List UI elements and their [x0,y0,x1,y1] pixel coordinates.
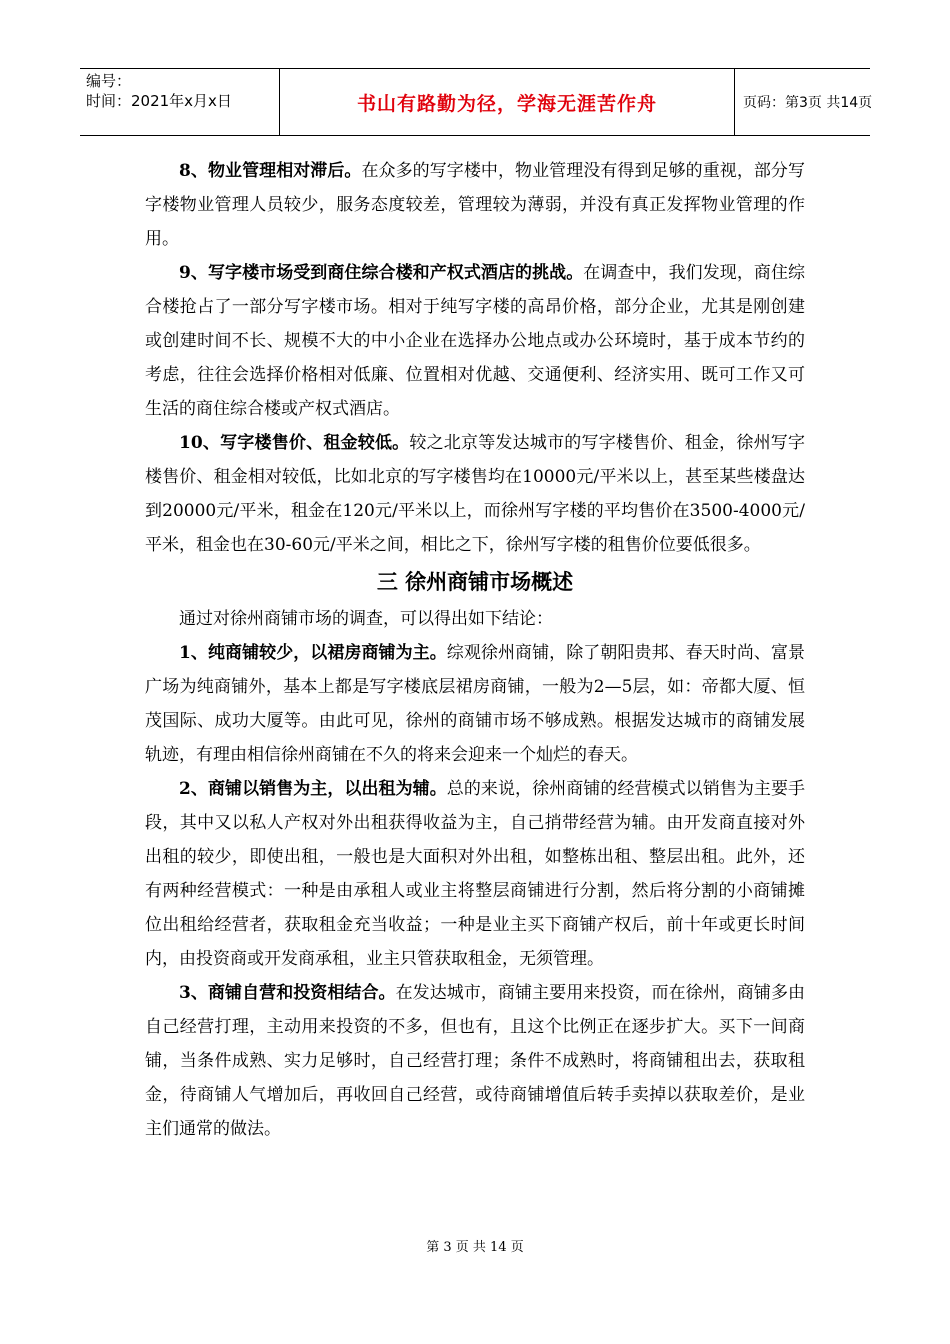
paragraph-lead: 1、纯商铺较少，以裙房商铺为主。 [179,643,447,663]
section-paragraph-3 [145,976,805,1146]
paragraph-lead: 9、写字楼市场受到商住综合楼和产权式酒店的挑战。 [179,263,584,283]
document-number: 编号： [86,72,132,90]
paragraph-lead: 3、商铺自营和投资相结合。 [179,983,396,1003]
section-intro: 通过对徐州商铺市场的调查，可以得出如下结论： [179,609,553,629]
section-title: 三 徐州商铺市场概述 [376,570,574,594]
paragraph-9 [145,256,805,426]
header-motto: 书山有路勤为径，学海无涯苦作舟 [280,69,735,135]
paragraph-text: 在调查中，我们发现，商住综合楼抢占了一部分写字楼市场。相对于纯写字楼的高昂价格，部分企业，尤其是刚创建或创建时间不长、规模不大的中小企业在选择办公地点或办公环境时，基于成本节约的考虑，往往会选择价格相对低廉、位置相对优越、交通便利、经济实用、既可工作又可生活的商住综合楼或产权式酒店。 [145,263,806,419]
paragraph-8 [145,154,805,256]
paragraph-text: 在众多的写字楼中，物业管理没有得到足够的重视，部分写字楼物业管理人员较少，服务态度较差，管理较为薄弱，并没有真正发挥物业管理的作用。 [145,161,805,249]
section-paragraph-1 [145,636,805,772]
paragraph-lead: 8、物业管理相对滞后。 [179,161,362,181]
paragraph-lead: 2、商铺以销售为主，以出租为辅。 [179,779,447,799]
paragraph-text: 总的来说，徐州商铺的经营模式以销售为主要手段，其中又以私人产权对外出租获得收益为主，自己捎带经营为辅。由开发商直接对外出租的较少，即使出租，一般也是大面积对外出租，如整栋出租、整层出租。此外，还有两种经营模式：一种是由承租人或业主将整层商铺进行分割，然后将分割的小商铺摊位出租给经营者，获取租金充当收益；一种是业主买下商铺产权后，前十年或更长时间内，由投资商或开发商承租，业主只管获取租金，无须管理。 [145,779,806,969]
paragraph-lead: 10、写字楼售价、租金较低。 [179,433,410,453]
paragraph-text: 较之北京等发达城市的写字楼售价、租金，徐州写字楼售价、租金相对较低，比如北京的写字楼售均在10000元/平米以上，甚至某些楼盘达到20000元/平米，租金在120元/平米以上，而徐州写字楼的平均售价在3500-4000元/平米，租金也在30-60元/平米之间，相比之下，徐州写字楼的租售价位要低很多。 [145,433,805,555]
document-date: 时间：2021年x月x日 [86,92,232,110]
paragraph-text: 综观徐州商铺，除了朝阳贵邦、春天时尚、富景广场为纯商铺外，基本上都是写字楼底层裙房商铺，一般为2—5层，如：帝都大厦、恒茂国际、成功大厦等。由此可见，徐州的商铺市场不够成熟。根据发达城市的商铺发展轨迹，有理由相信徐州商铺在不久的将来会迎来一个灿烂的春天。 [145,643,806,765]
header-meta [80,69,280,135]
document-body [145,154,805,1146]
paragraph-text: 在发达城市，商铺主要用来投资，而在徐州，商铺多由自己经营打理，主动用来投资的不多，但也有，且这个比例正在逐步扩大。买下一间商铺，当条件成熟、实力足够时，自己经营打理；条件不成熟时，将商铺租出去，获取租金，待商铺人气增加后，再收回自己经营，或待商铺增值后转手卖掉以获取差价，是业主们通常的做法。 [145,983,806,1139]
header-page-info: 页码：第3页 共14页 [743,95,873,111]
section-paragraph-2 [145,772,805,976]
paragraph-10 [145,426,805,562]
page-header [80,68,873,136]
page-footer: 第 3 页 共 14 页 [426,1240,524,1255]
